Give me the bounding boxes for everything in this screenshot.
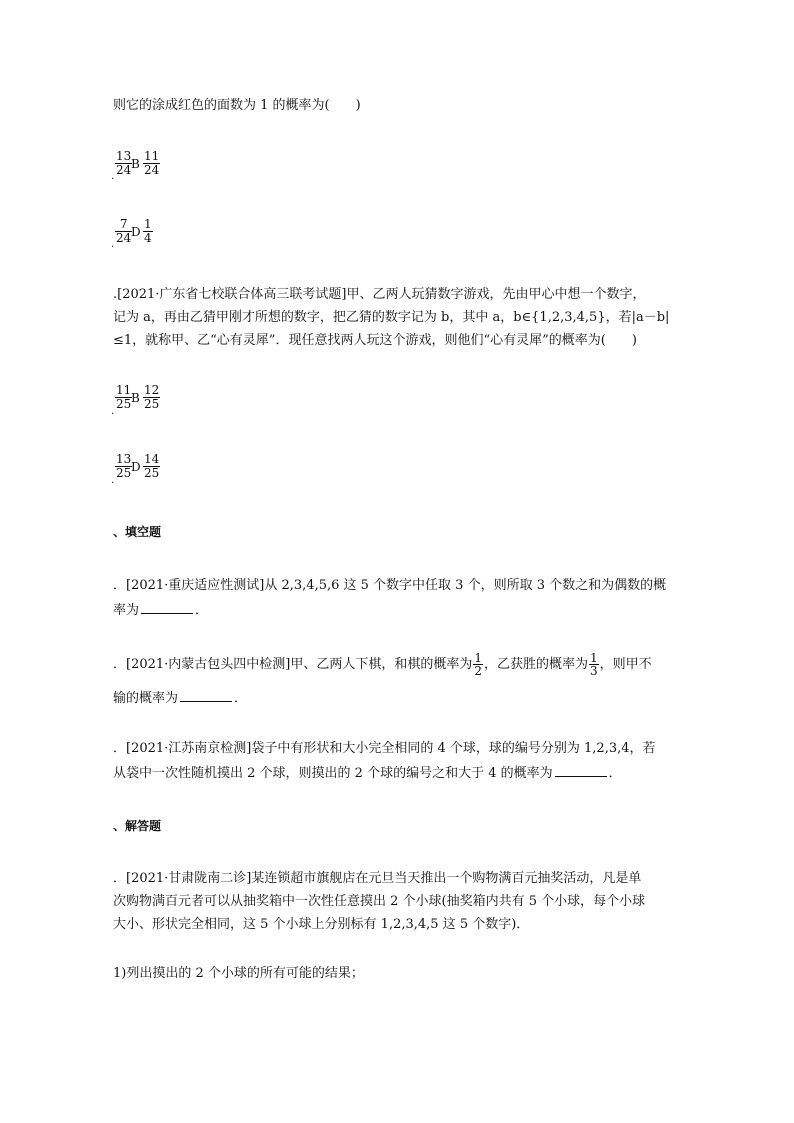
option-b-fraction: $\frac{11}{24}$ (144, 149, 160, 177)
fill-question-1-line-2: 率为 ． (113, 603, 209, 618)
option-c-fraction: $\frac{7}{24}$ (116, 217, 132, 245)
option-d-label: D (131, 225, 141, 239)
question-guess-line-1: .[2021·广东省七校联合体高三联考试题]甲、乙两人玩猜数字游戏，先由甲心中想一个数字， (113, 287, 646, 302)
answer-blank[interactable] (141, 601, 193, 614)
guess-option-b-fraction: $\frac{12}{25}$ (144, 383, 160, 411)
fill-question-2-line-2: 输的概率为 ． (113, 691, 248, 706)
solve-question-1-line-3: 大小、形状完全相同，这 5 个小球上分别标有 1,2,3,4,5 这 5 个数字)． (113, 917, 530, 932)
option-d-fraction: $\frac{1}{4}$ (144, 217, 152, 245)
draw-probability-fraction: $\frac{1}{2}$ (474, 651, 483, 678)
solve-question-1-line-2: 次购物满百元者可以从抽奖箱中一次性任意摸出 2 个小球(抽奖箱内共有 5 个小球，每个小球 (113, 894, 646, 909)
answer-blank[interactable] (180, 689, 232, 702)
guess-option-a-fraction: $\frac{11}{25}$ (116, 383, 132, 411)
option-b-label: B (131, 157, 140, 171)
fill-question-2-line-1: ．[2021·内蒙古包头四中检测]甲、乙两人下棋，和棋的概率为 $\frac{1}{2}$ ，乙获胜的概率为 $\frac{1}{3}$ ，则甲不 (113, 651, 652, 678)
question-guess-line-3: ≤1，就称甲、乙“心有灵犀”．现任意找两人玩这个游戏，则他们“心有灵犀”的概率为( ) (113, 333, 637, 348)
solve-question-1-line-1: ．[2021·甘肃陇南二诊]某连锁超市旗舰店在元旦当天推出一个购物满百元抽奖活动，凡是单 (113, 871, 642, 886)
guess-option-d-fraction: $\frac{14}{25}$ (144, 452, 160, 480)
fill-question-3-line-1: ．[2021·江苏南京检测]袋子中有形状和大小完全相同的 4 个球，球的编号分别为 1,2,3,4，若 (113, 741, 656, 756)
fill-question-3-line-2: 从袋中一次性随机摸出 2 个球，则摸出的 2 个球的编号之和大于 4 的概率为 ． (113, 766, 622, 781)
option-a-fraction: $\frac{13}{24}$ (116, 149, 132, 177)
win-probability-fraction: $\frac{1}{3}$ (590, 651, 598, 678)
section-heading-solve: 、解答题 (113, 819, 162, 833)
guess-option-b-label: B (131, 391, 140, 405)
fill-question-1-line-1: ．[2021·重庆适应性测试]从 2,3,4,5,6 这 5 个数字中任取 3 个，则所取 3 个数之和为偶数的概 (113, 578, 667, 593)
solve-subquestion-1: 1)列出摸出的 2 个小球的所有可能的结果； (113, 966, 364, 981)
question-stem: 则它的涂成红色的面数为 1 的概率为( ) (113, 98, 361, 113)
guess-option-c-fraction: $\frac{13}{25}$ (116, 452, 132, 480)
question-guess-line-2: 记为 a，再由乙猜甲刚才所想的数字，把乙猜的数字记为 b，其中 a，b∈{1,2,3,4,5}，若|a－b| (113, 310, 670, 325)
guess-option-d-label: D (131, 460, 141, 474)
answer-blank[interactable] (555, 764, 607, 777)
section-heading-fill: 、填空题 (113, 525, 162, 539)
